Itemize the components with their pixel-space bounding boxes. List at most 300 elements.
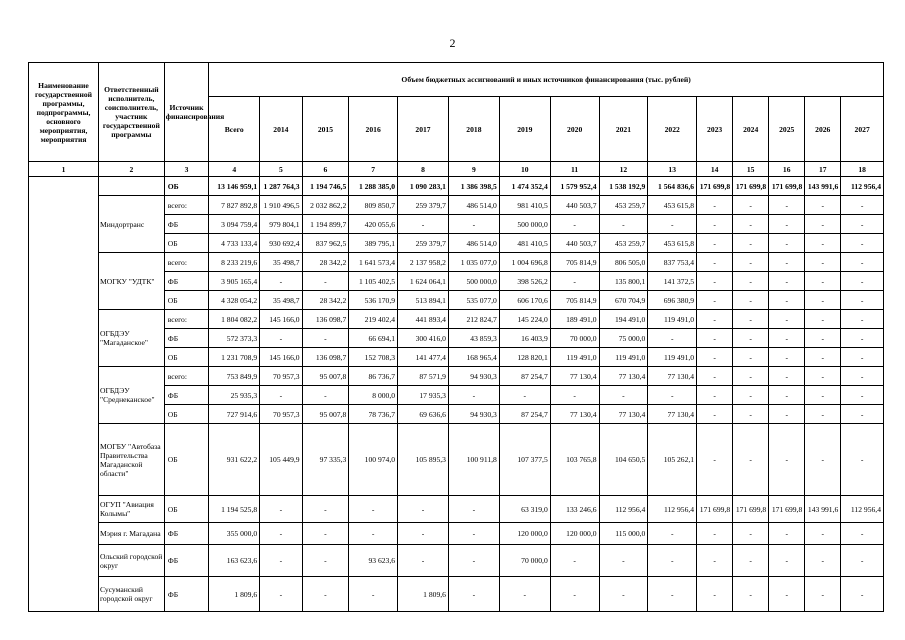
value-cell: 70 957,3 xyxy=(260,405,302,424)
value-cell: - xyxy=(805,367,841,386)
value-cell: 441 893,4 xyxy=(398,310,449,329)
value-cell: 1 004 696,8 xyxy=(499,253,550,272)
value-cell: - xyxy=(805,310,841,329)
source-cell: всего: xyxy=(164,367,209,386)
value-cell: - xyxy=(648,215,697,234)
source-cell: ОБ xyxy=(164,496,209,523)
value-cell: - xyxy=(260,386,302,405)
value-cell: - xyxy=(805,386,841,405)
table-row xyxy=(29,196,884,215)
value-cell: 194 491,0 xyxy=(599,310,648,329)
value-cell: - xyxy=(648,577,697,612)
column-number: 2 xyxy=(98,162,164,177)
value-cell: 171 699,8 xyxy=(733,177,769,196)
value-cell: - xyxy=(769,367,805,386)
value-cell: - xyxy=(499,386,550,405)
column-number: 12 xyxy=(599,162,648,177)
value-cell: 535 077,0 xyxy=(448,291,499,310)
value-cell: 171 699,8 xyxy=(769,496,805,523)
total-cell: 355 000,0 xyxy=(209,523,260,545)
value-cell: 1 564 836,6 xyxy=(648,177,697,196)
year-header: 2022 xyxy=(648,97,697,162)
value-cell: - xyxy=(733,310,769,329)
value-cell: - xyxy=(841,367,884,386)
table-row xyxy=(29,545,884,577)
value-cell: 77 130,4 xyxy=(648,405,697,424)
value-cell: - xyxy=(733,523,769,545)
value-cell: 152 708,3 xyxy=(349,348,398,367)
value-cell: - xyxy=(697,310,733,329)
value-cell: 1 624 064,1 xyxy=(398,272,449,291)
value-cell: 486 514,0 xyxy=(448,234,499,253)
value-cell: 606 170,6 xyxy=(499,291,550,310)
value-cell: - xyxy=(302,523,349,545)
value-cell: 1 090 283,1 xyxy=(398,177,449,196)
value-cell: 35 498,7 xyxy=(260,291,302,310)
value-cell: - xyxy=(448,386,499,405)
column-number: 15 xyxy=(733,162,769,177)
value-cell: 1 538 192,9 xyxy=(599,177,648,196)
source-cell: ФБ xyxy=(164,523,209,545)
value-cell: - xyxy=(841,348,884,367)
year-header: 2017 xyxy=(398,97,449,162)
total-cell: 1 809,6 xyxy=(209,577,260,612)
column-number: 17 xyxy=(805,162,841,177)
value-cell: 171 699,8 xyxy=(697,177,733,196)
value-cell: 100 974,0 xyxy=(349,424,398,496)
value-cell: - xyxy=(805,348,841,367)
value-cell: 66 694,1 xyxy=(349,329,398,348)
value-cell: 136 098,7 xyxy=(302,310,349,329)
value-cell: 1 194 746,5 xyxy=(302,177,349,196)
value-cell: - xyxy=(260,496,302,523)
value-cell: 837 753,4 xyxy=(648,253,697,272)
value-cell: - xyxy=(260,545,302,577)
value-cell: - xyxy=(398,496,449,523)
value-cell: - xyxy=(769,577,805,612)
value-cell: 95 007,8 xyxy=(302,367,349,386)
value-cell: - xyxy=(841,291,884,310)
column-number: 18 xyxy=(841,162,884,177)
value-cell: 119 491,0 xyxy=(550,348,599,367)
value-cell: - xyxy=(697,348,733,367)
table-row xyxy=(29,496,884,523)
source-cell: ФБ xyxy=(164,215,209,234)
value-cell: - xyxy=(398,523,449,545)
value-cell: 77 130,4 xyxy=(550,405,599,424)
value-cell: - xyxy=(302,577,349,612)
executor-cell: Мэрия г. Магадана xyxy=(98,523,164,545)
value-cell: - xyxy=(697,291,733,310)
value-cell: 63 319,0 xyxy=(499,496,550,523)
source-cell: всего: xyxy=(164,310,209,329)
value-cell: - xyxy=(697,545,733,577)
value-cell: 453 259,7 xyxy=(599,196,648,215)
budget-table xyxy=(28,62,884,612)
source-cell: всего: xyxy=(164,196,209,215)
value-cell: 806 505,0 xyxy=(599,253,648,272)
value-cell: 120 000,0 xyxy=(550,523,599,545)
value-cell: 105 895,3 xyxy=(398,424,449,496)
column-number: 13 xyxy=(648,162,697,177)
value-cell: - xyxy=(349,577,398,612)
value-cell: 141 477,4 xyxy=(398,348,449,367)
year-header: 2015 xyxy=(302,97,349,162)
year-header: 2027 xyxy=(841,97,884,162)
value-cell: 212 824,7 xyxy=(448,310,499,329)
value-cell: - xyxy=(349,496,398,523)
year-header: 2021 xyxy=(599,97,648,162)
value-cell: 17 935,3 xyxy=(398,386,449,405)
source-cell: ОБ xyxy=(164,424,209,496)
col-name-header: Наименование государственной программы, подпрограммы, основного мероприятия, мероприятия xyxy=(29,63,99,162)
value-cell: 86 736,7 xyxy=(349,367,398,386)
value-cell: 930 692,4 xyxy=(260,234,302,253)
source-cell: ОБ xyxy=(164,234,209,253)
source-cell: ОБ xyxy=(164,177,209,196)
column-number: 14 xyxy=(697,162,733,177)
value-cell: - xyxy=(302,329,349,348)
year-header: 2019 xyxy=(499,97,550,162)
value-cell: - xyxy=(697,523,733,545)
value-cell: - xyxy=(302,272,349,291)
value-cell: - xyxy=(733,272,769,291)
value-cell: - xyxy=(841,329,884,348)
value-cell: - xyxy=(805,253,841,272)
value-cell: - xyxy=(648,386,697,405)
value-cell: - xyxy=(805,577,841,612)
source-cell: ОБ xyxy=(164,405,209,424)
value-cell: - xyxy=(769,405,805,424)
value-cell: - xyxy=(769,310,805,329)
executor-cell: ОГБДЭУ "Магаданское" xyxy=(98,310,164,367)
table-row xyxy=(29,367,884,386)
value-cell: 69 636,6 xyxy=(398,405,449,424)
executor-cell: Миндортранс xyxy=(98,196,164,253)
value-cell: - xyxy=(805,523,841,545)
value-cell: 2 137 958,2 xyxy=(398,253,449,272)
value-cell: - xyxy=(769,215,805,234)
source-cell: ФБ xyxy=(164,272,209,291)
table-row xyxy=(29,253,884,272)
value-cell: 981 410,5 xyxy=(499,196,550,215)
column-number-row xyxy=(29,162,884,177)
value-cell: - xyxy=(805,405,841,424)
value-cell: - xyxy=(349,523,398,545)
total-cell: 1 804 082,2 xyxy=(209,310,260,329)
value-cell: 259 379,7 xyxy=(398,196,449,215)
value-cell: 78 736,7 xyxy=(349,405,398,424)
value-cell: - xyxy=(398,545,449,577)
value-cell: 105 449,9 xyxy=(260,424,302,496)
value-cell: - xyxy=(260,329,302,348)
value-cell: 103 765,8 xyxy=(550,424,599,496)
value-cell: 705 814,9 xyxy=(550,291,599,310)
column-number: 9 xyxy=(448,162,499,177)
value-cell: - xyxy=(697,405,733,424)
value-cell: 696 380,9 xyxy=(648,291,697,310)
value-cell: 171 699,8 xyxy=(697,496,733,523)
value-cell: - xyxy=(398,215,449,234)
value-cell: 120 000,0 xyxy=(499,523,550,545)
total-cell: 8 233 219,6 xyxy=(209,253,260,272)
value-cell: - xyxy=(805,424,841,496)
executor-cell: МОГБУ "Автобаза Правительства Магаданской области" xyxy=(98,424,164,496)
value-cell: - xyxy=(805,272,841,291)
column-number: 16 xyxy=(769,162,805,177)
program-name-cell xyxy=(29,177,99,612)
value-cell: 1 035 077,0 xyxy=(448,253,499,272)
value-cell: 440 503,7 xyxy=(550,196,599,215)
value-cell: 145 224,0 xyxy=(499,310,550,329)
value-cell: 300 416,0 xyxy=(398,329,449,348)
year-header: 2023 xyxy=(697,97,733,162)
value-cell: 1 910 496,5 xyxy=(260,196,302,215)
value-cell: - xyxy=(733,329,769,348)
value-cell: - xyxy=(697,329,733,348)
value-cell: 1 579 952,4 xyxy=(550,177,599,196)
total-cell: 3 094 759,4 xyxy=(209,215,260,234)
value-cell: 705 814,9 xyxy=(550,253,599,272)
value-cell: 389 795,1 xyxy=(349,234,398,253)
value-cell: - xyxy=(550,545,599,577)
value-cell: - xyxy=(769,272,805,291)
value-cell: 453 615,8 xyxy=(648,196,697,215)
value-cell: 87 254,7 xyxy=(499,367,550,386)
value-cell: 112 956,4 xyxy=(648,496,697,523)
table-row xyxy=(29,424,884,496)
value-cell: - xyxy=(769,386,805,405)
value-cell: - xyxy=(769,329,805,348)
value-cell: 171 699,8 xyxy=(733,496,769,523)
value-cell: 536 170,9 xyxy=(349,291,398,310)
value-cell: 1 386 398,5 xyxy=(448,177,499,196)
value-cell: 28 342,2 xyxy=(302,253,349,272)
table-row xyxy=(29,523,884,545)
value-cell: - xyxy=(733,196,769,215)
value-cell: 1 641 573,4 xyxy=(349,253,398,272)
value-cell: - xyxy=(599,215,648,234)
value-cell: 87 254,7 xyxy=(499,405,550,424)
col-src-header: Источник финансирования xyxy=(164,63,209,162)
value-cell: - xyxy=(733,291,769,310)
page-number: 2 xyxy=(449,36,456,50)
source-cell: ОБ xyxy=(164,291,209,310)
value-cell: 107 377,5 xyxy=(499,424,550,496)
value-cell: 259 379,7 xyxy=(398,234,449,253)
value-cell: 119 491,0 xyxy=(648,310,697,329)
value-cell: - xyxy=(733,348,769,367)
value-cell: 77 130,4 xyxy=(599,405,648,424)
value-cell: - xyxy=(841,272,884,291)
value-cell: 8 000,0 xyxy=(349,386,398,405)
value-cell: 97 335,3 xyxy=(302,424,349,496)
value-cell: - xyxy=(260,523,302,545)
value-cell: 94 930,3 xyxy=(448,405,499,424)
value-cell: 112 956,4 xyxy=(841,177,884,196)
table-row xyxy=(29,577,884,612)
total-cell: 3 905 165,4 xyxy=(209,272,260,291)
value-cell: 77 130,4 xyxy=(599,367,648,386)
value-cell: - xyxy=(697,577,733,612)
value-cell: - xyxy=(550,272,599,291)
total-cell: 13 146 959,1 xyxy=(209,177,260,196)
column-number: 6 xyxy=(302,162,349,177)
column-number: 5 xyxy=(260,162,302,177)
value-cell: 1 474 352,4 xyxy=(499,177,550,196)
source-cell: ФБ xyxy=(164,545,209,577)
value-cell: 809 850,7 xyxy=(349,196,398,215)
value-cell: 145 166,0 xyxy=(260,310,302,329)
total-cell: 1 194 525,8 xyxy=(209,496,260,523)
value-cell: 979 804,1 xyxy=(260,215,302,234)
value-cell: - xyxy=(805,329,841,348)
value-cell: 1 809,6 xyxy=(398,577,449,612)
executor-cell xyxy=(98,177,164,196)
value-cell: 500 000,0 xyxy=(499,215,550,234)
value-cell: - xyxy=(841,253,884,272)
value-cell: 87 571,9 xyxy=(398,367,449,386)
value-cell: 128 820,1 xyxy=(499,348,550,367)
value-cell: 440 503,7 xyxy=(550,234,599,253)
value-cell: - xyxy=(841,405,884,424)
value-cell: 453 615,8 xyxy=(648,234,697,253)
value-cell: - xyxy=(805,545,841,577)
year-header: 2024 xyxy=(733,97,769,162)
value-cell: 136 098,7 xyxy=(302,348,349,367)
value-cell: - xyxy=(697,424,733,496)
value-cell: - xyxy=(805,196,841,215)
value-cell: - xyxy=(697,196,733,215)
value-cell: 189 491,0 xyxy=(550,310,599,329)
value-cell: - xyxy=(448,545,499,577)
column-number: 8 xyxy=(398,162,449,177)
column-number: 3 xyxy=(164,162,209,177)
value-cell: - xyxy=(648,523,697,545)
value-cell: 141 372,5 xyxy=(648,272,697,291)
value-cell: - xyxy=(697,215,733,234)
value-cell: - xyxy=(550,386,599,405)
total-cell: 572 373,3 xyxy=(209,329,260,348)
value-cell: - xyxy=(648,545,697,577)
value-cell: 513 894,1 xyxy=(398,291,449,310)
value-cell: 453 259,7 xyxy=(599,234,648,253)
value-cell: - xyxy=(769,348,805,367)
value-cell: - xyxy=(599,545,648,577)
value-cell: - xyxy=(733,386,769,405)
value-cell: 143 991,6 xyxy=(805,177,841,196)
source-cell: всего: xyxy=(164,253,209,272)
value-cell: 35 498,7 xyxy=(260,253,302,272)
value-cell: 1 194 899,7 xyxy=(302,215,349,234)
value-cell: 77 130,4 xyxy=(550,367,599,386)
source-cell: ФБ xyxy=(164,577,209,612)
year-header: 2016 xyxy=(349,97,398,162)
value-cell: - xyxy=(841,424,884,496)
value-cell: - xyxy=(841,386,884,405)
executor-cell: МОГКУ "УДТК" xyxy=(98,253,164,310)
value-cell: 43 859,3 xyxy=(448,329,499,348)
value-cell: - xyxy=(733,253,769,272)
column-number: 4 xyxy=(209,162,260,177)
value-cell: 168 965,4 xyxy=(448,348,499,367)
col-total-header: Всего xyxy=(209,97,260,162)
value-cell: - xyxy=(733,367,769,386)
value-cell: 28 342,2 xyxy=(302,291,349,310)
value-cell: 398 526,2 xyxy=(499,272,550,291)
value-cell: 95 007,8 xyxy=(302,405,349,424)
value-cell: - xyxy=(841,523,884,545)
total-cell: 163 623,6 xyxy=(209,545,260,577)
value-cell: - xyxy=(841,196,884,215)
value-cell: 115 000,0 xyxy=(599,523,648,545)
executor-cell: Ольский городской округ xyxy=(98,545,164,577)
total-cell: 4 733 133,4 xyxy=(209,234,260,253)
value-cell: - xyxy=(260,272,302,291)
value-cell: - xyxy=(841,234,884,253)
value-cell: 93 623,6 xyxy=(349,545,398,577)
value-cell: - xyxy=(733,424,769,496)
value-cell: - xyxy=(805,215,841,234)
value-cell: 112 956,4 xyxy=(841,496,884,523)
column-number: 1 xyxy=(29,162,99,177)
year-header: 2025 xyxy=(769,97,805,162)
value-cell: - xyxy=(805,234,841,253)
value-cell: - xyxy=(302,496,349,523)
value-cell: - xyxy=(733,215,769,234)
value-cell: 119 491,0 xyxy=(648,348,697,367)
value-cell: 837 962,5 xyxy=(302,234,349,253)
value-cell: - xyxy=(697,253,733,272)
value-cell: - xyxy=(499,577,550,612)
col-exec-header: Ответственный исполнитель, соисполнитель, участник государственной программы xyxy=(98,63,164,162)
value-cell: 135 800,1 xyxy=(599,272,648,291)
value-cell: - xyxy=(697,234,733,253)
total-cell: 753 849,9 xyxy=(209,367,260,386)
value-cell: - xyxy=(841,577,884,612)
value-cell: - xyxy=(769,234,805,253)
value-cell: 104 650,5 xyxy=(599,424,648,496)
column-number: 10 xyxy=(499,162,550,177)
value-cell: 70 000,0 xyxy=(499,545,550,577)
value-cell: 133 246,6 xyxy=(550,496,599,523)
value-cell: 16 403,9 xyxy=(499,329,550,348)
value-cell: 143 991,6 xyxy=(805,496,841,523)
value-cell: - xyxy=(841,545,884,577)
value-cell: - xyxy=(769,253,805,272)
value-cell: - xyxy=(448,577,499,612)
value-cell: 219 402,4 xyxy=(349,310,398,329)
value-cell: 481 410,5 xyxy=(499,234,550,253)
value-cell: - xyxy=(697,367,733,386)
value-cell: - xyxy=(733,405,769,424)
executor-cell: ОГБДЭУ "Среднеканское" xyxy=(98,367,164,424)
value-cell: - xyxy=(599,577,648,612)
column-number: 7 xyxy=(349,162,398,177)
value-cell: 145 166,0 xyxy=(260,348,302,367)
value-cell: 94 930,3 xyxy=(448,367,499,386)
executor-cell: ОГУП "Авиация Колымы" xyxy=(98,496,164,523)
value-cell: 420 055,6 xyxy=(349,215,398,234)
value-cell: 70 957,3 xyxy=(260,367,302,386)
value-cell: - xyxy=(841,310,884,329)
value-cell: 112 956,4 xyxy=(599,496,648,523)
value-cell: - xyxy=(260,577,302,612)
total-cell: 727 914,6 xyxy=(209,405,260,424)
value-cell: 171 699,8 xyxy=(769,177,805,196)
value-cell: 77 130,4 xyxy=(648,367,697,386)
value-cell: - xyxy=(302,386,349,405)
